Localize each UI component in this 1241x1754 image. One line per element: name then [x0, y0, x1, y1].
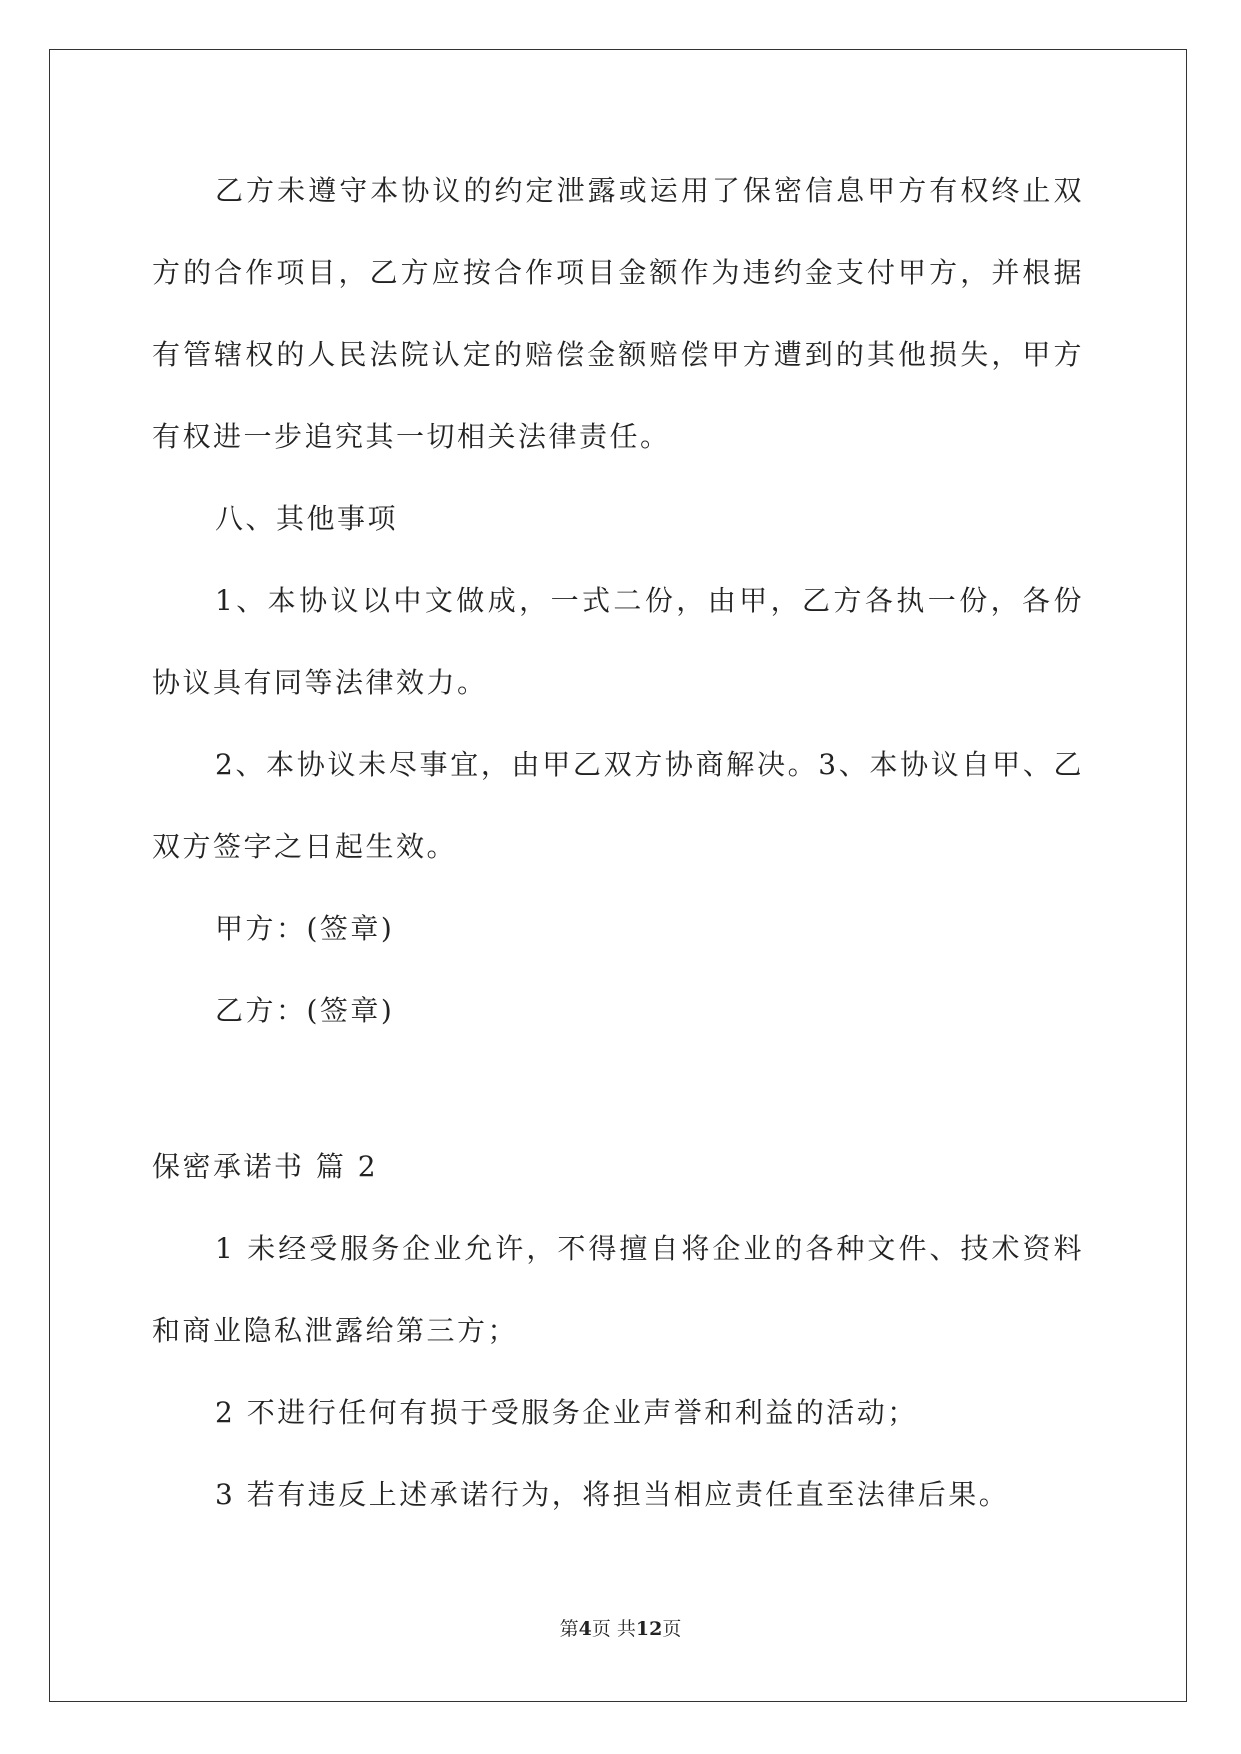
promise-3: 3 若有违反上述承诺行为，将担当相应责任直至法律后果。: [215, 1478, 1010, 1511]
promise-1: 1 未经受服务企业允许，不得擅自将企业的各种文件、技术资料和商业隐私泄露给第三方；: [152, 1232, 1084, 1347]
page-footer: [0, 1614, 1241, 1641]
promise-2: 2 不进行任何有损于受服务企业声誉和利益的活动；: [215, 1396, 918, 1429]
party-a-signature: 甲方：(签章): [215, 912, 395, 945]
party-b-signature: 乙方：(签章): [215, 994, 395, 1027]
section-eight-title: 八、其他事项: [215, 502, 399, 535]
paragraph-breach-clause: 乙方未遵守本协议的约定泄露或运用了保密信息甲方有权终止双方的合作项目，乙方应按合作项目金额作为违约金支付甲方，并根据有管辖权的人民法院认定的赔偿金额赔偿甲方遭到的其他损失，甲方有权进一步追究其一切相关法律责任。: [152, 174, 1084, 453]
spacer: [152, 1052, 1084, 1126]
footer-prefix: 第: [559, 1618, 579, 1640]
footer-mid: 页 共: [591, 1618, 636, 1640]
document-body: [152, 150, 1084, 1536]
item-2-matters: 2、本协议未尽事宜，由甲乙双方协商解决。3、本协议自甲、乙双方签字之日起生效。: [152, 748, 1084, 863]
footer-suffix: 页: [662, 1618, 682, 1640]
item-1-copies: 1、本协议以中文做成，一式二份，由甲，乙方各执一份，各份协议具有同等法律效力。: [152, 584, 1084, 699]
footer-page-number: 4: [578, 1618, 592, 1640]
part-2-title: 保密承诺书 篇 2: [152, 1150, 379, 1183]
footer-total-pages: 12: [635, 1618, 663, 1640]
